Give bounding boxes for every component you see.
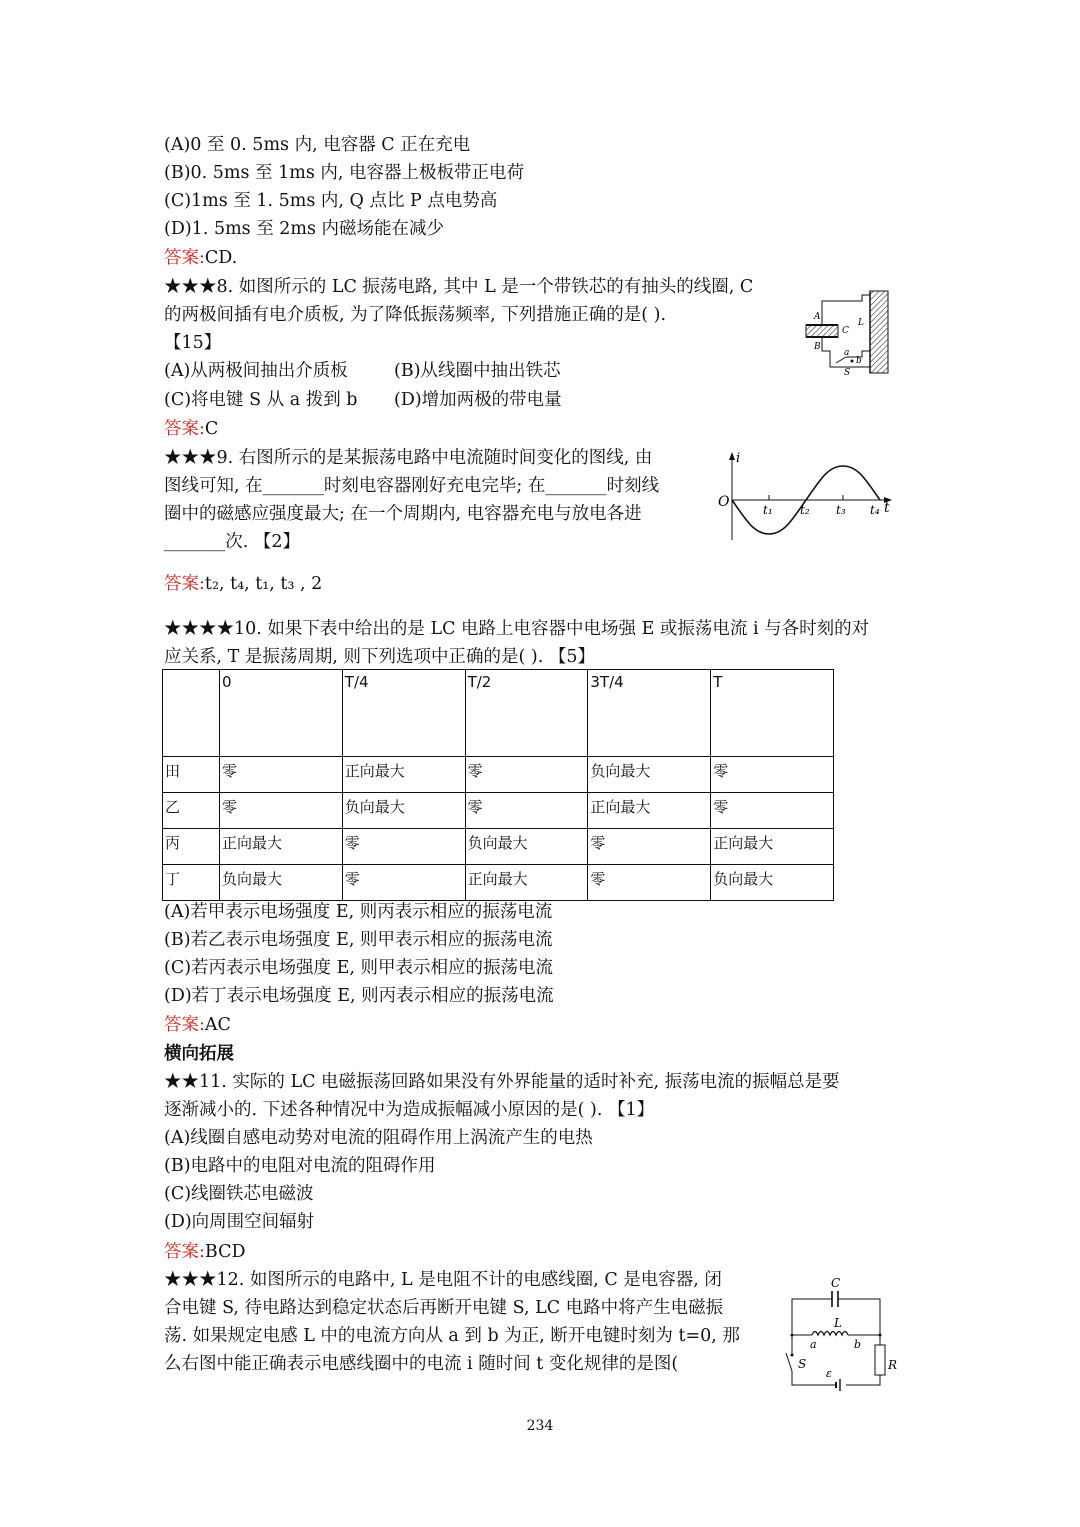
q12-label-c: C bbox=[831, 1276, 841, 1290]
table-cell: 零 bbox=[711, 757, 834, 793]
table-cell: 正向最大 bbox=[220, 829, 343, 865]
table-cell: 零 bbox=[588, 829, 711, 865]
q12-label-r: R bbox=[888, 1358, 898, 1372]
answer-value: CD. bbox=[204, 248, 238, 268]
table-cell: 负向最大 bbox=[342, 793, 465, 829]
table-cell: 零 bbox=[711, 793, 834, 829]
q12-label-b: b bbox=[854, 1338, 862, 1351]
table-cell: 丙 bbox=[163, 829, 220, 865]
q9-stem-line2: 图线可知, 在_______时刻电容器刚好充电完毕; 在_______时刻线 bbox=[164, 476, 660, 496]
answer-label: 答案: bbox=[164, 248, 205, 268]
q8-answer bbox=[164, 417, 218, 441]
q9-tick-t2: t₂ bbox=[800, 503, 810, 517]
table-cell: 丁 bbox=[163, 865, 220, 901]
q12-label-a: a bbox=[810, 1338, 817, 1351]
table-cell: 正向最大 bbox=[588, 793, 711, 829]
table-cell: 零 bbox=[220, 757, 343, 793]
q12-stem-line3: 荡. 如果规定电感 L 中的电流方向从 a 到 b 为正, 断开电键时刻为 t=0, 那 bbox=[164, 1326, 740, 1346]
q12-stem-line1: ★★★12. 如图所示的电路中, L 是电阻不计的电感线圈, C 是电容器, 闭 bbox=[164, 1270, 722, 1290]
q8-option-c: (C)将电键 S 从 a 拨到 b bbox=[164, 390, 358, 410]
table-header-row bbox=[163, 670, 834, 757]
q7-answer bbox=[164, 246, 237, 270]
q8-stem-line1: ★★★8. 如图所示的 LC 振荡电路, 其中 L 是一个带铁芯的有抽头的线圈, C bbox=[164, 277, 754, 297]
q8-option-d: (D)增加两极的带电量 bbox=[394, 390, 562, 410]
table-row bbox=[163, 757, 834, 793]
q11-option-d: (D)向周围空间辐射 bbox=[164, 1212, 315, 1232]
q8-circuit-figure bbox=[800, 285, 895, 380]
table-cell: 负向最大 bbox=[220, 865, 343, 901]
q12-stem-line4: 么右图中能正确表示电感线圈中的电流 i 随时间 t 变化规律的是图( bbox=[164, 1354, 679, 1374]
table-header-cell: T/2 bbox=[465, 670, 588, 757]
q10-option-b: (B)若乙表示电场强度 E, 则甲表示相应的振荡电流 bbox=[164, 930, 553, 950]
q12-label-s: S bbox=[798, 1357, 807, 1371]
q9-current-graph bbox=[712, 448, 897, 543]
q10-table bbox=[162, 669, 834, 901]
table-header-cell: T/4 bbox=[342, 670, 465, 757]
q12-label-e: ε bbox=[826, 1367, 832, 1380]
table-header-cell: 0 bbox=[220, 670, 343, 757]
q8-option-b: (B)从线圈中抽出铁芯 bbox=[394, 361, 561, 381]
q8-label-b: B bbox=[814, 342, 821, 352]
table-cell: 正向最大 bbox=[342, 757, 465, 793]
q7-option-c: (C)1ms 至 1. 5ms 内, Q 点比 P 点电势高 bbox=[164, 191, 498, 211]
q9-tick-t1: t₁ bbox=[763, 503, 773, 517]
q8-option-a: (A)从两极间抽出介质板 bbox=[164, 361, 348, 381]
q10-stem-line2: 应关系, T 是振荡周期, 则下列选项中正确的是( ). 【5】 bbox=[164, 647, 595, 667]
q10-option-a: (A)若甲表示电场强度 E, 则丙表示相应的振荡电流 bbox=[164, 902, 553, 922]
table-cell: 零 bbox=[342, 865, 465, 901]
q9-answer bbox=[164, 572, 322, 596]
q10-stem-line1: ★★★★10. 如果下表中给出的是 LC 电路上电容器中电场强 E 或振荡电流 i 与各时刻的对 bbox=[164, 619, 870, 639]
q8-label-s: S bbox=[844, 368, 851, 378]
table-header-cell bbox=[163, 670, 220, 757]
table-cell: 零 bbox=[588, 865, 711, 901]
table-cell: 零 bbox=[342, 829, 465, 865]
q9-stem-line1: ★★★9. 右图所示的是某振荡电路中电流随时间变化的图线, 由 bbox=[164, 448, 653, 468]
table-cell: 负向最大 bbox=[465, 829, 588, 865]
q8-label-l: L bbox=[858, 318, 864, 328]
q10-option-d: (D)若丁表示电场强度 E, 则丙表示相应的振荡电流 bbox=[164, 986, 554, 1006]
q8-stem-line3: 【15】 bbox=[164, 333, 222, 353]
table-cell: 乙 bbox=[163, 793, 220, 829]
q8-label-a: A bbox=[814, 312, 821, 322]
q8-stem-line2: 的两极间插有电介质板, 为了降低振荡频率, 下列措施正确的是( ). bbox=[164, 305, 667, 325]
answer-value: C bbox=[204, 419, 219, 439]
q9-origin-label: O bbox=[718, 494, 730, 510]
table-cell: 田 bbox=[163, 757, 220, 793]
table-cell: 负向最大 bbox=[588, 757, 711, 793]
q9-stem-line4: _______次. 【2】 bbox=[164, 532, 301, 552]
table-header-cell: T bbox=[711, 670, 834, 757]
q11-stem-line2: 逐渐减小的. 下述各种情况中为造成振幅减小原因的是( ). 【1】 bbox=[164, 1100, 655, 1120]
q10-answer bbox=[164, 1013, 231, 1037]
table-cell: 零 bbox=[465, 757, 588, 793]
q12-circuit-figure bbox=[782, 1275, 902, 1395]
q9-tick-t3: t₃ bbox=[836, 503, 846, 517]
q11-option-b: (B)电路中的电阻对电流的阻碍作用 bbox=[164, 1156, 436, 1176]
section-title: 横向拓展 bbox=[164, 1044, 234, 1064]
q7-option-d: (D)1. 5ms 至 2ms 内磁场能在减少 bbox=[164, 219, 445, 239]
q10-option-c: (C)若丙表示电场强度 E, 则甲表示相应的振荡电流 bbox=[164, 958, 554, 978]
answer-label: 答案: bbox=[164, 1242, 205, 1262]
table-cell: 零 bbox=[220, 793, 343, 829]
table-cell: 零 bbox=[465, 793, 588, 829]
q8-label-sa: a bbox=[844, 348, 850, 358]
table-header-cell: 3T/4 bbox=[588, 670, 711, 757]
answer-label: 答案: bbox=[164, 419, 205, 439]
q8-label-sb: b bbox=[856, 356, 862, 366]
q8-label-c: C bbox=[842, 326, 849, 336]
q12-label-l: L bbox=[834, 1316, 842, 1330]
q11-answer bbox=[164, 1240, 246, 1264]
page-number: 234 bbox=[526, 1418, 554, 1434]
q11-option-a: (A)线圈自感电动势对电流的阻碍作用上涡流产生的电热 bbox=[164, 1128, 593, 1148]
answer-value: BCD bbox=[204, 1242, 246, 1262]
q7-option-b: (B)0. 5ms 至 1ms 内, 电容器上极板带正电荷 bbox=[164, 163, 525, 183]
q9-y-label: i bbox=[736, 451, 741, 466]
table-row bbox=[163, 793, 834, 829]
answer-value: AC bbox=[204, 1015, 231, 1035]
q9-stem-line3: 圈中的磁感应强度最大; 在一个周期内, 电容器充电与放电各进 bbox=[164, 504, 642, 524]
q9-tick-t4: t₄ bbox=[870, 503, 880, 517]
q12-stem-line2: 合电键 S, 待电路达到稳定状态后再断开电键 S, LC 电路中将产生电磁振 bbox=[164, 1298, 724, 1318]
answer-value: t₂, t₄, t₁, t₃ , 2 bbox=[204, 574, 323, 594]
q9-x-label: t bbox=[884, 500, 890, 516]
table-row bbox=[163, 829, 834, 865]
table-cell: 正向最大 bbox=[711, 829, 834, 865]
table-row bbox=[163, 865, 834, 901]
answer-label: 答案: bbox=[164, 574, 205, 594]
table-cell: 负向最大 bbox=[711, 865, 834, 901]
answer-label: 答案: bbox=[164, 1015, 205, 1035]
q11-stem-line1: ★★11. 实际的 LC 电磁振荡回路如果没有外界能量的适时补充, 振荡电流的振幅总是要 bbox=[164, 1072, 840, 1092]
q11-option-c: (C)线圈铁芯电磁波 bbox=[164, 1184, 314, 1204]
table-cell: 正向最大 bbox=[465, 865, 588, 901]
q7-option-a: (A)0 至 0. 5ms 内, 电容器 C 正在充电 bbox=[164, 135, 471, 155]
